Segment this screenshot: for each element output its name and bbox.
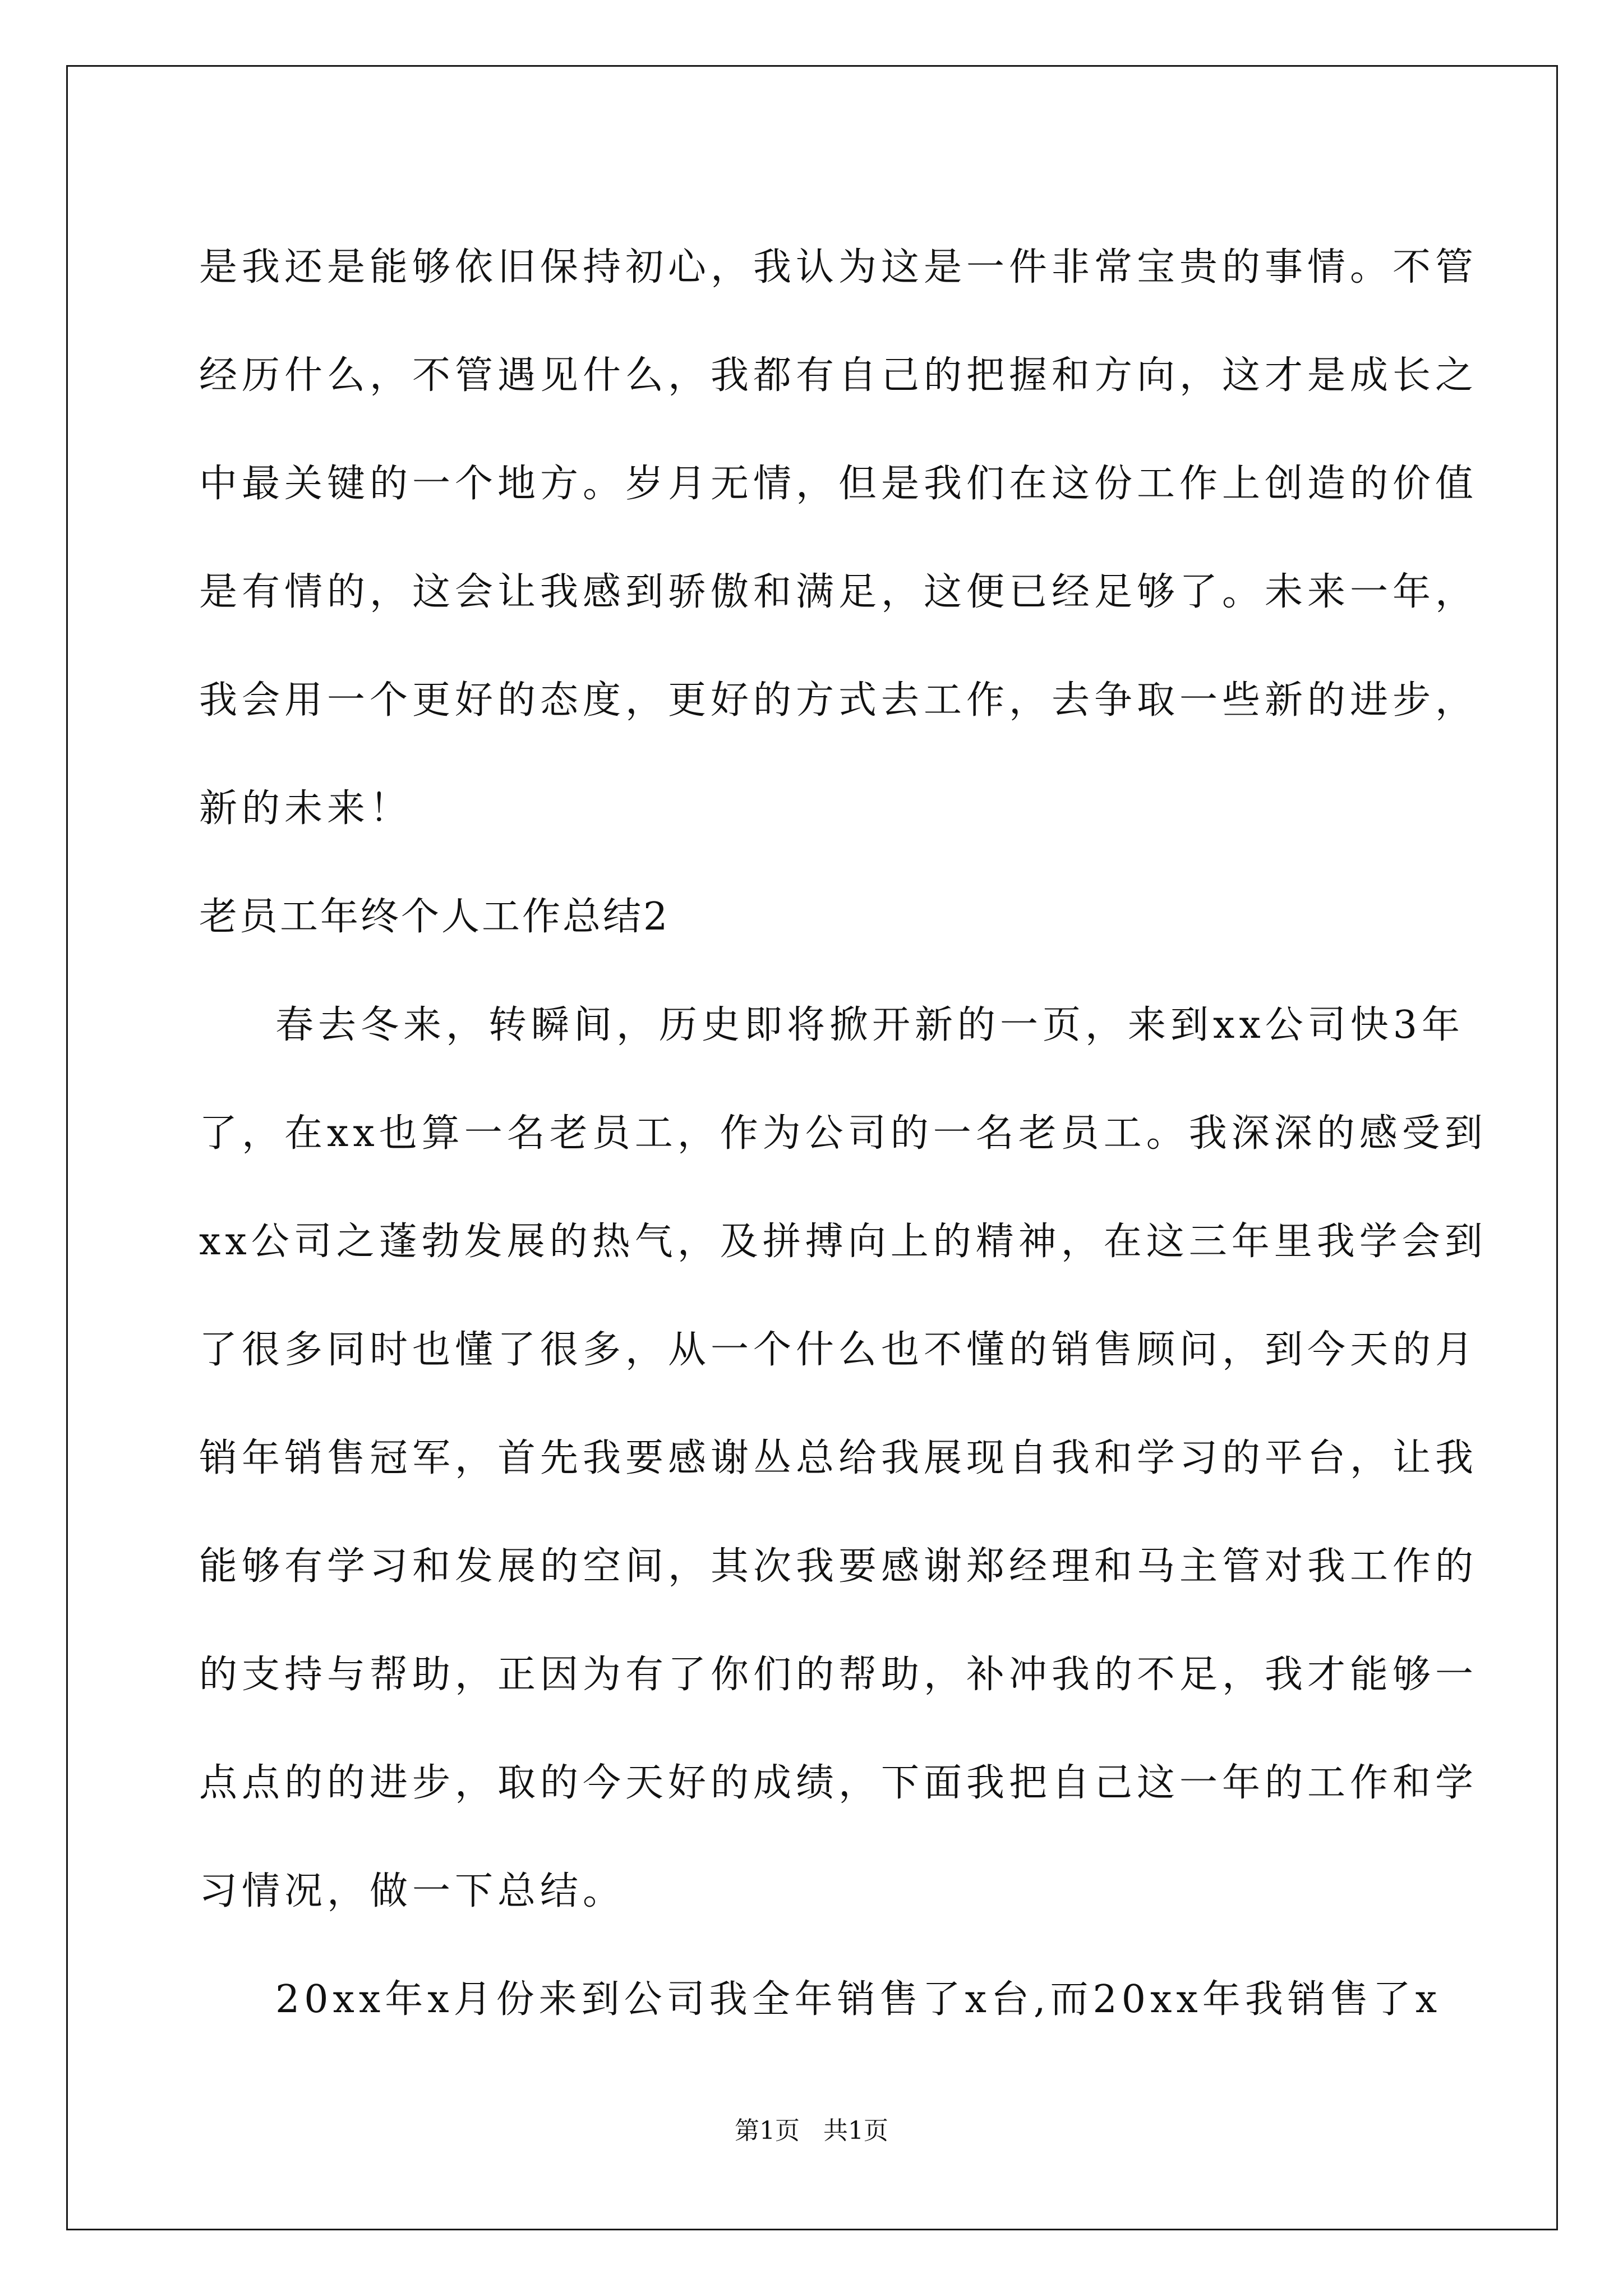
page-number-footer: 第1页 共1页 <box>735 2116 888 2145</box>
paragraph-line: 习情况，做一下总结。 <box>199 1869 626 1913</box>
paragraph-line: 销年销售冠军，首先我要感谢丛总给我展现自我和学习的平台，让我 <box>199 1436 1478 1480</box>
paragraph-line: 的支持与帮助，正因为有了你们的帮助，补冲我的不足，我才能够一 <box>199 1653 1478 1697</box>
paragraph-line: 20xx年x月份来到公司我全年销售了x台,而20xx年我销售了x <box>275 1977 1442 2022</box>
paragraph-line: 春去冬来，转瞬间，历史即将掀开新的一页，来到xx公司快3年 <box>275 1003 1464 1047</box>
paragraph-line: 我会用一个更好的态度，更好的方式去工作，去争取一些新的进步， <box>199 678 1478 723</box>
paragraph-line: 经历什么，不管遇见什么，我都有自己的把握和方向，这才是成长之 <box>199 353 1478 398</box>
paragraph-line: 了，在xx也算一名老员工，作为公司的一名老员工。我深深的感受到 <box>199 1111 1487 1156</box>
section-title: 老员工年终个人工作总结2 <box>199 895 670 939</box>
paragraph-line: 新的未来！ <box>199 786 413 831</box>
paragraph-line: 能够有学习和发展的空间，其次我要感谢郑经理和马主管对我工作的 <box>199 1544 1478 1589</box>
paragraph-line: 了很多同时也懂了很多，从一个什么也不懂的销售顾问，到今天的月 <box>199 1328 1478 1372</box>
paragraph-line: xx公司之蓬勃发展的热气，及拼搏向上的精神，在这三年里我学会到 <box>199 1220 1487 1264</box>
document-body <box>199 213 1487 2054</box>
paragraph-line: 中最关键的一个地方。岁月无情，但是我们在这份工作上创造的价值 <box>199 462 1478 506</box>
paragraph-line: 是有情的，这会让我感到骄傲和满足，这便已经足够了。未来一年， <box>199 570 1478 614</box>
paragraph-line: 是我还是能够依旧保持初心，我认为这是一件非常宝贵的事情。不管 <box>199 245 1478 289</box>
paragraph-line: 点点的的进步，取的今天好的成绩，下面我把自己这一年的工作和学 <box>199 1761 1478 1805</box>
